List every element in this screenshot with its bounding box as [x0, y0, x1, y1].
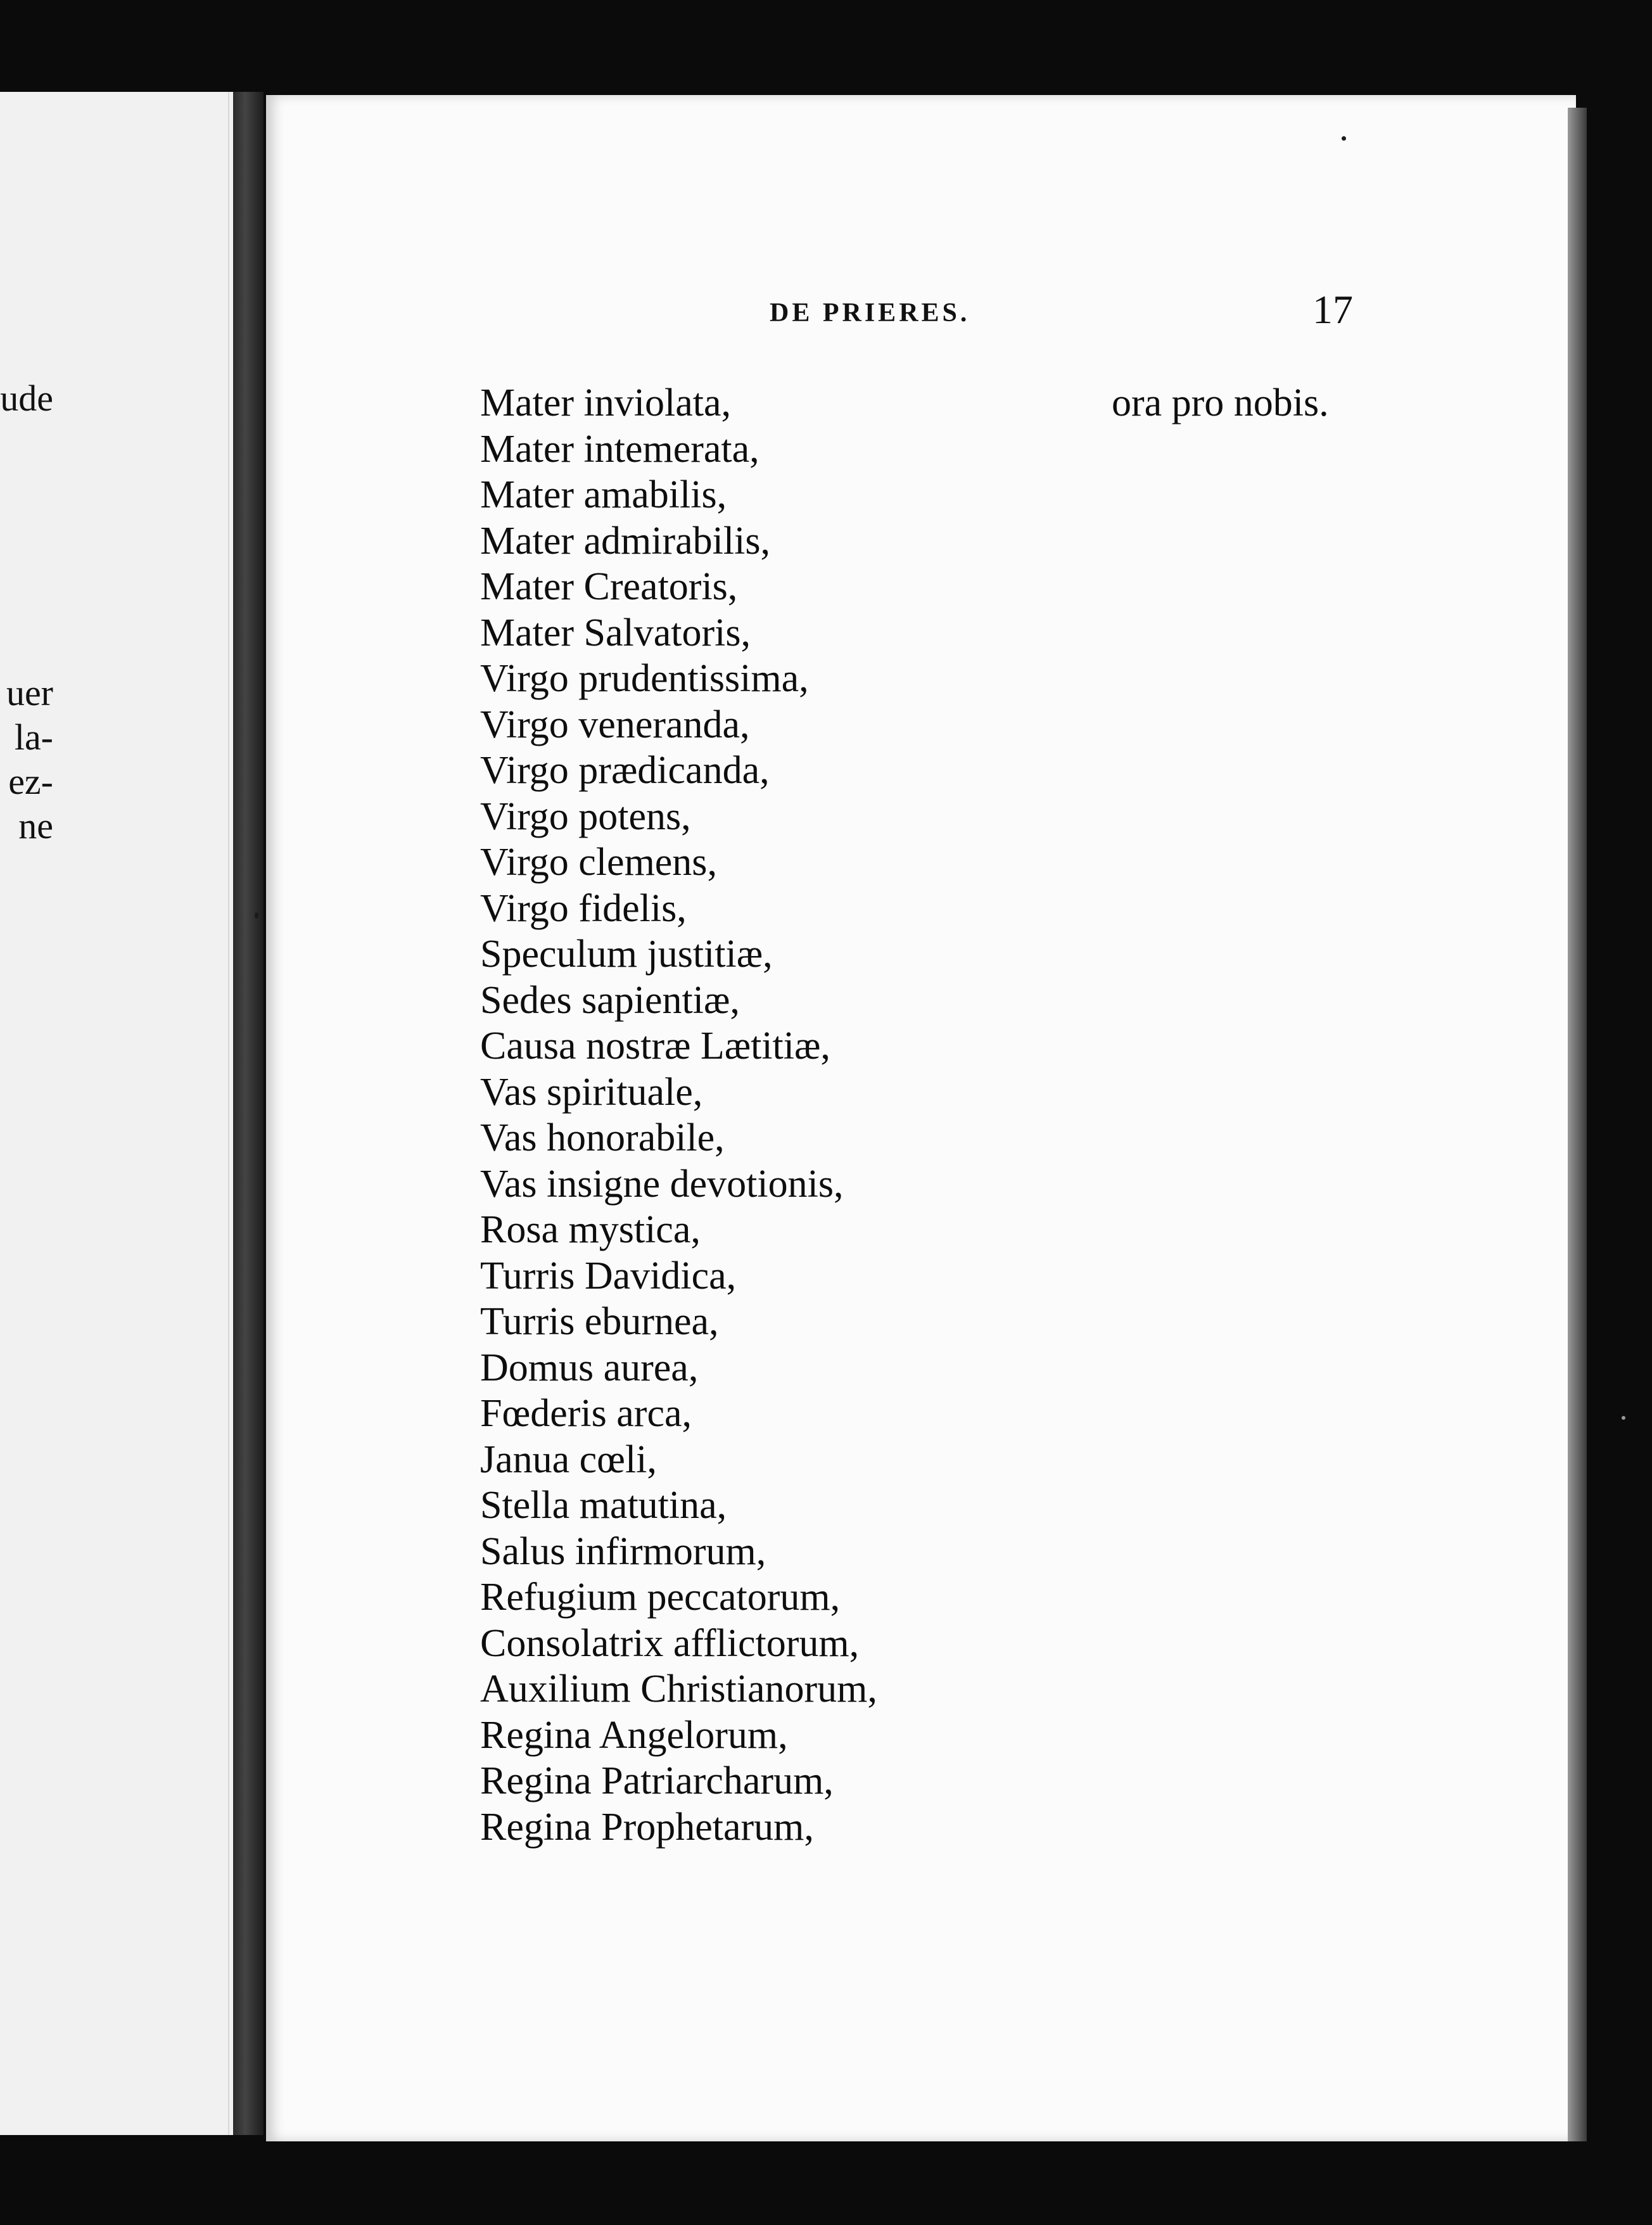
litany-invocation: Causa nostræ Lætitiæ, [480, 1024, 830, 1068]
left-page [0, 92, 257, 2135]
litany-invocation: Stella matutina, [480, 1484, 727, 1527]
litany-invocation: Virgo potens, [480, 794, 691, 838]
left-page-fragment: ude [0, 378, 53, 419]
litany-invocation: Salus infirmorum, [480, 1529, 766, 1573]
litany-invocation: Turris eburnea, [480, 1300, 719, 1343]
litany-invocation: Auxilium Christianorum, [480, 1667, 877, 1711]
left-page-fragment: ez- [8, 761, 53, 802]
litany-invocation: Mater inviolata, [480, 381, 731, 424]
litany-invocation: Speculum justitiæ, [480, 933, 773, 976]
litany-invocation: Mater Salvatoris, [480, 611, 751, 654]
litany-invocation: Vas insigne devotionis, [480, 1162, 844, 1206]
litany-invocation: Regina Angelorum, [480, 1713, 788, 1757]
litany-invocation: Turris Davidica, [480, 1254, 737, 1297]
litany-invocation: Mater Creatoris, [480, 565, 738, 608]
litany-invocation: Virgo clemens, [480, 841, 717, 884]
litany-invocation: Mater admirabilis, [480, 519, 770, 563]
book-gutter [233, 92, 264, 2135]
litany-invocation: Vas spirituale, [480, 1070, 703, 1114]
page-number: 17 [1312, 287, 1353, 332]
litany-list [480, 380, 1557, 1850]
litany-invocation: Fœderis arca, [480, 1392, 692, 1435]
litany-invocation: Domus aurea, [480, 1346, 699, 1389]
litany-invocation: Vas honorabile, [480, 1116, 725, 1159]
litany-invocation: Virgo veneranda, [480, 703, 750, 746]
left-page-fragment: la- [14, 717, 53, 758]
litany-response: ora pro nobis. [1112, 381, 1329, 424]
dust-speck [255, 912, 258, 919]
litany-invocation: Virgo prædicanda, [480, 749, 770, 792]
left-page-fragment: uer [6, 672, 53, 713]
litany-invocation: Virgo prudentissima, [480, 657, 809, 700]
litany-invocation: Refugium peccatorum, [480, 1576, 841, 1619]
dust-speck [1622, 1416, 1625, 1420]
right-page-edge [1568, 108, 1587, 2141]
dust-speck [1342, 136, 1346, 141]
litany-invocation: Rosa mystica, [480, 1208, 701, 1251]
running-head [266, 287, 1576, 348]
litany-invocation: Consolatrix afflictorum, [480, 1621, 860, 1665]
right-page [266, 95, 1576, 2141]
litany-invocation: Regina Prophetarum, [480, 1805, 814, 1849]
litany-invocation: Sedes sapientiæ, [480, 978, 740, 1022]
litany-invocation: Janua cœli, [480, 1438, 657, 1481]
litany-invocation: Regina Patriarcharum, [480, 1759, 834, 1802]
left-page-fragment: ne [18, 805, 53, 846]
litany-invocation: Mater intemerata, [480, 427, 759, 471]
left-page-edge-line [228, 92, 229, 2135]
running-head-title: DE PRIERES. [770, 298, 970, 328]
litany-invocation: Virgo fidelis, [480, 886, 687, 930]
litany-invocation: Mater amabilis, [480, 473, 727, 516]
